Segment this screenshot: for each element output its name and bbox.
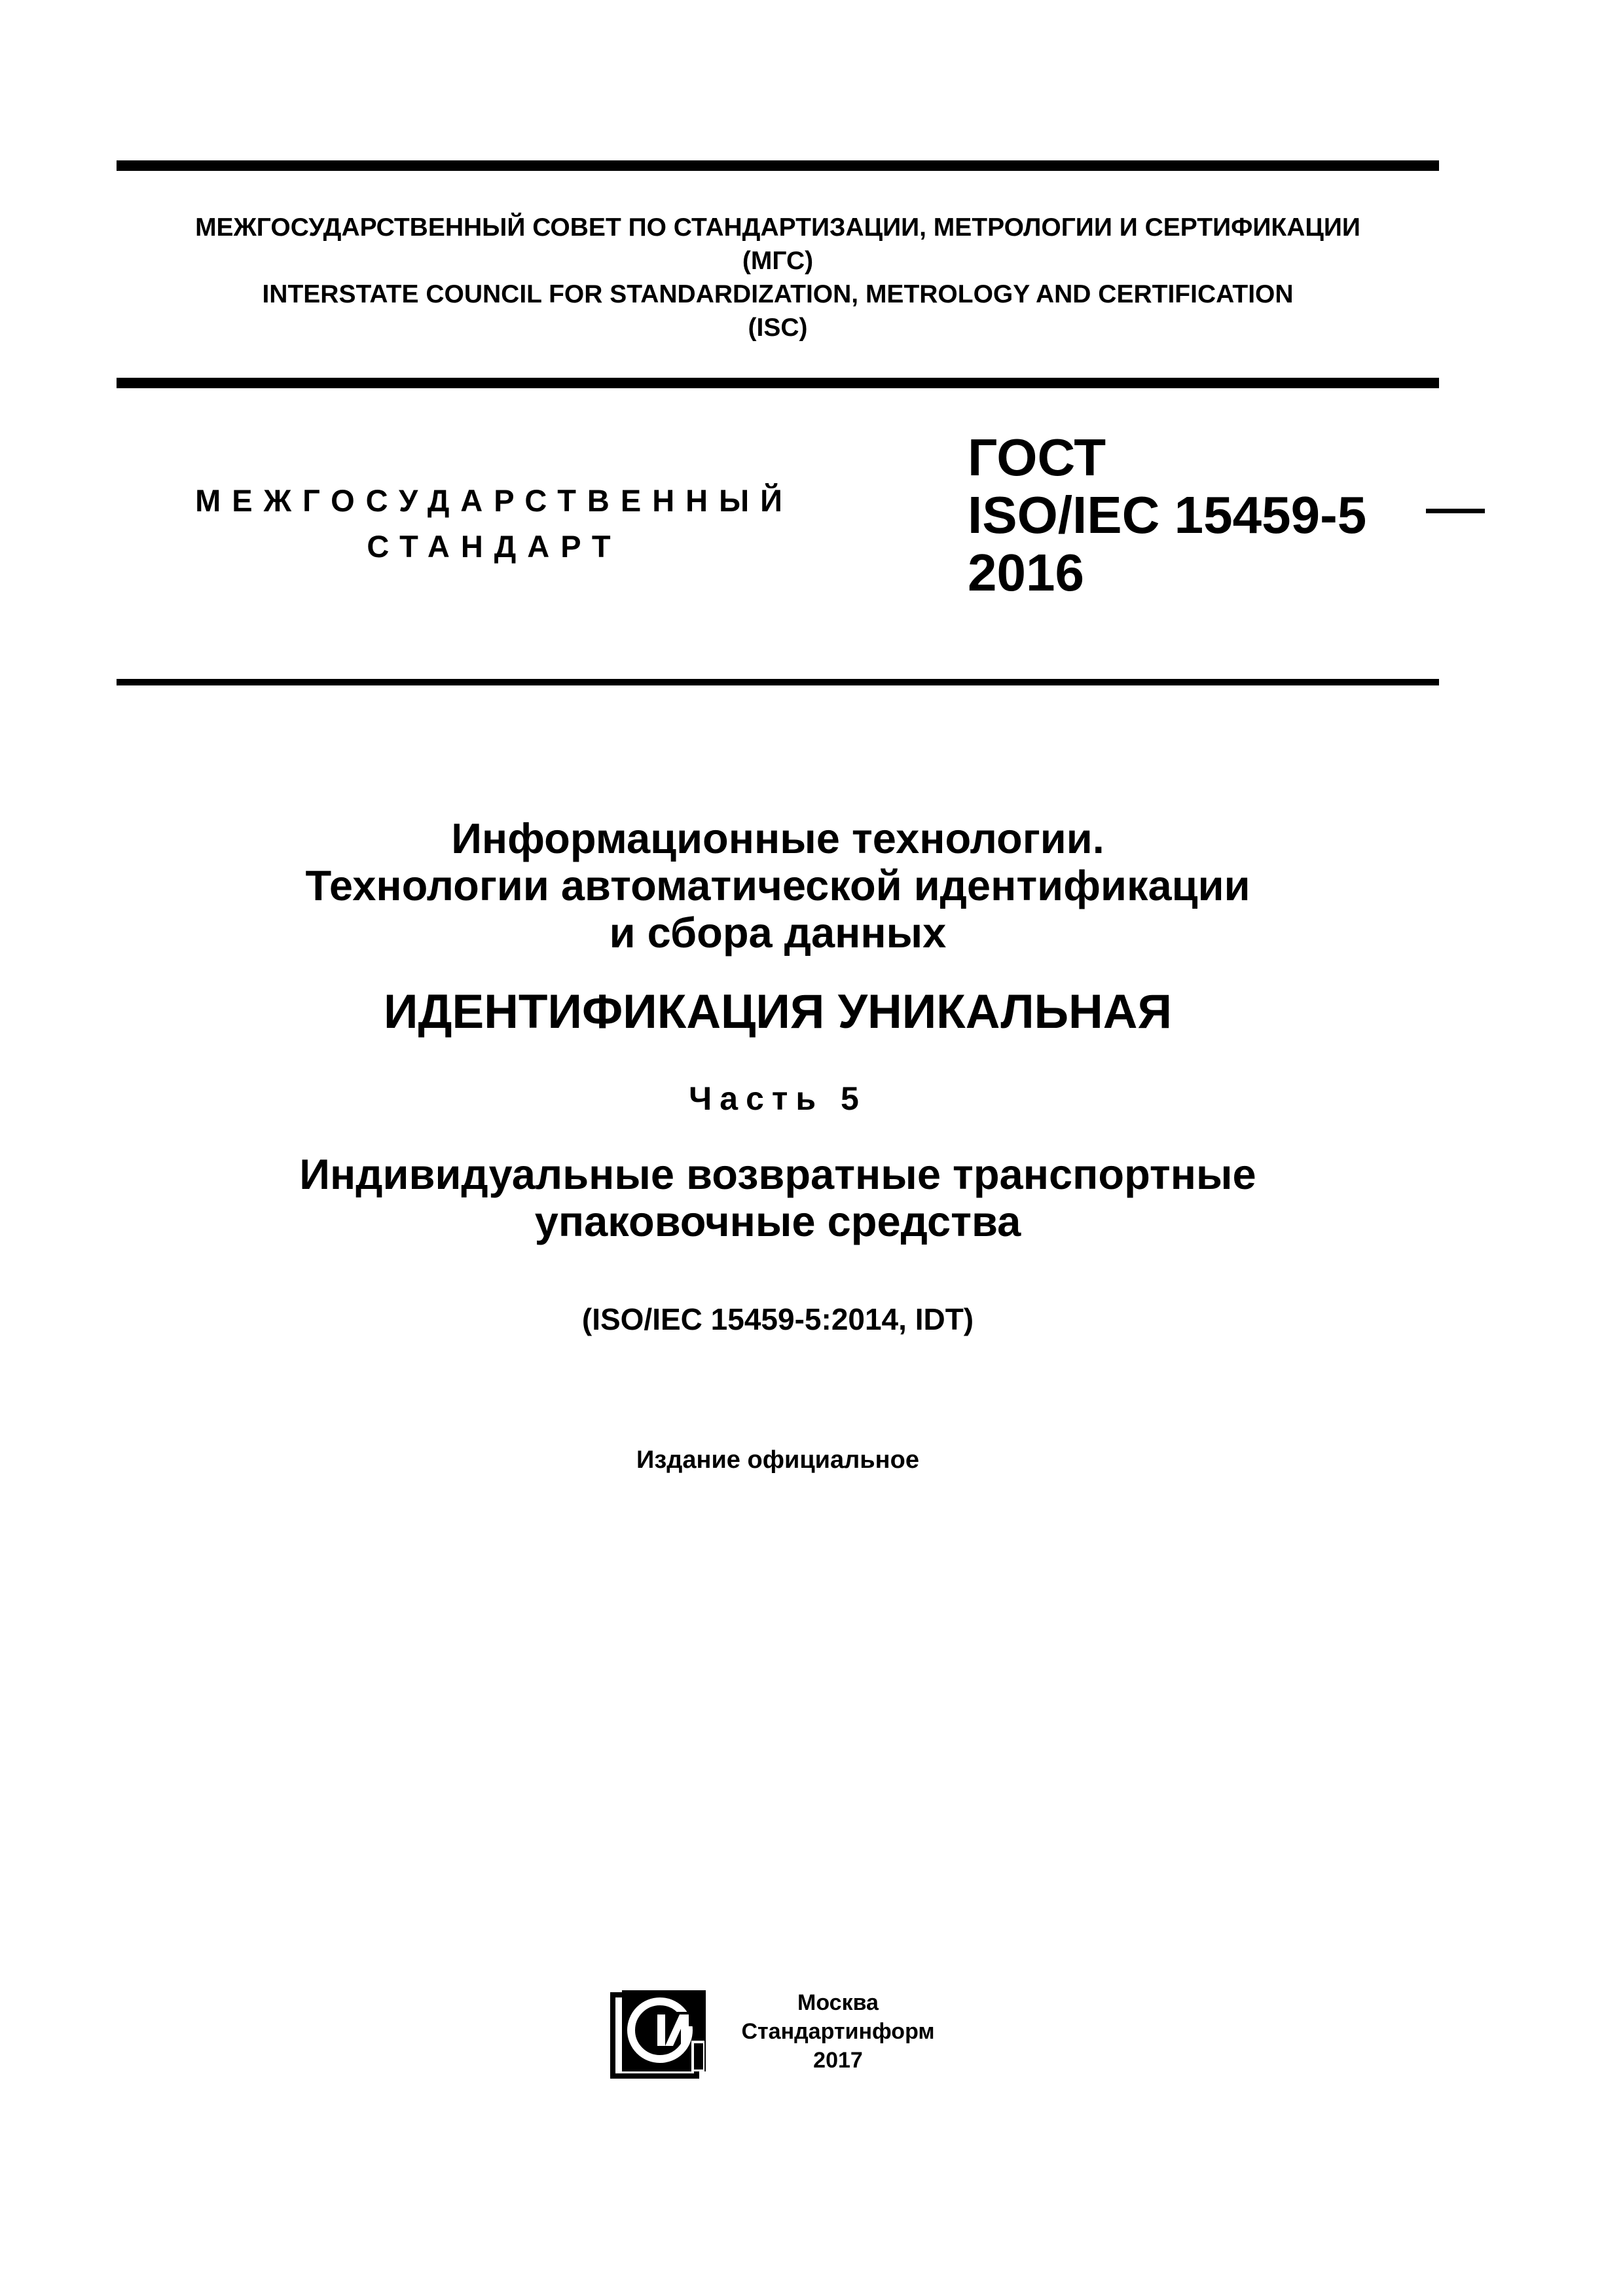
council-name-en: INTERSTATE COUNCIL FOR STANDARDIZATION, METROLOGY AND CERTIFICATION: [262, 280, 1294, 308]
publisher-year: 2017: [813, 2048, 863, 2073]
standartinform-logo-icon: [610, 1988, 708, 2080]
sub-title-line2: упаковочные средства: [534, 1197, 1021, 1245]
publisher-block: [737, 1988, 939, 2075]
document-title-block: [117, 815, 1439, 1476]
main-title-line2: Технологии автоматической идентификации: [305, 862, 1250, 909]
main-title: [117, 815, 1439, 957]
standard-type-line1: МЕЖГОСУДАРСТВЕННЫЙ: [195, 483, 793, 518]
main-title-line3: и сбора данных: [609, 909, 947, 957]
upper-title: ИДЕНТИФИКАЦИЯ УНИКАЛЬНАЯ: [384, 985, 1172, 1038]
designation-number: ISO/IEC 15459-5: [968, 486, 1367, 544]
standard-type: [144, 478, 845, 570]
sub-title-line1: Индивидуальные возвратные транспортные: [299, 1150, 1256, 1198]
iso-reference: (ISO/IEC 15459-5:2014, IDT): [581, 1302, 974, 1336]
middle-rule: [117, 378, 1439, 388]
council-header: [117, 211, 1439, 344]
council-name-ru: МЕЖГОСУДАРСТВЕННЫЙ СОВЕТ ПО СТАНДАРТИЗАЦИИ, МЕТРОЛОГИИ И СЕРТИФИКАЦИИ: [195, 213, 1360, 242]
part-number: Часть 5: [689, 1080, 867, 1117]
council-abbr-ru: (МГС): [742, 247, 814, 275]
designation-year: 2016: [968, 543, 1084, 602]
standard-type-line2: СТАНДАРТ: [367, 529, 622, 564]
top-rule: [117, 160, 1439, 171]
council-abbr-en: (ISC): [748, 314, 808, 342]
publisher-name: Стандартинформ: [741, 2019, 935, 2044]
publisher-city: Москва: [797, 1990, 879, 2015]
designation-gost: ГОСТ: [968, 428, 1106, 486]
designation-dash: [1426, 509, 1485, 513]
sub-title: [117, 1151, 1439, 1245]
main-title-line1: Информационные технологии.: [451, 814, 1104, 862]
bottom-rule: [117, 679, 1439, 685]
standard-designation: [968, 429, 1366, 602]
edition-note: Издание официальное: [636, 1446, 919, 1474]
